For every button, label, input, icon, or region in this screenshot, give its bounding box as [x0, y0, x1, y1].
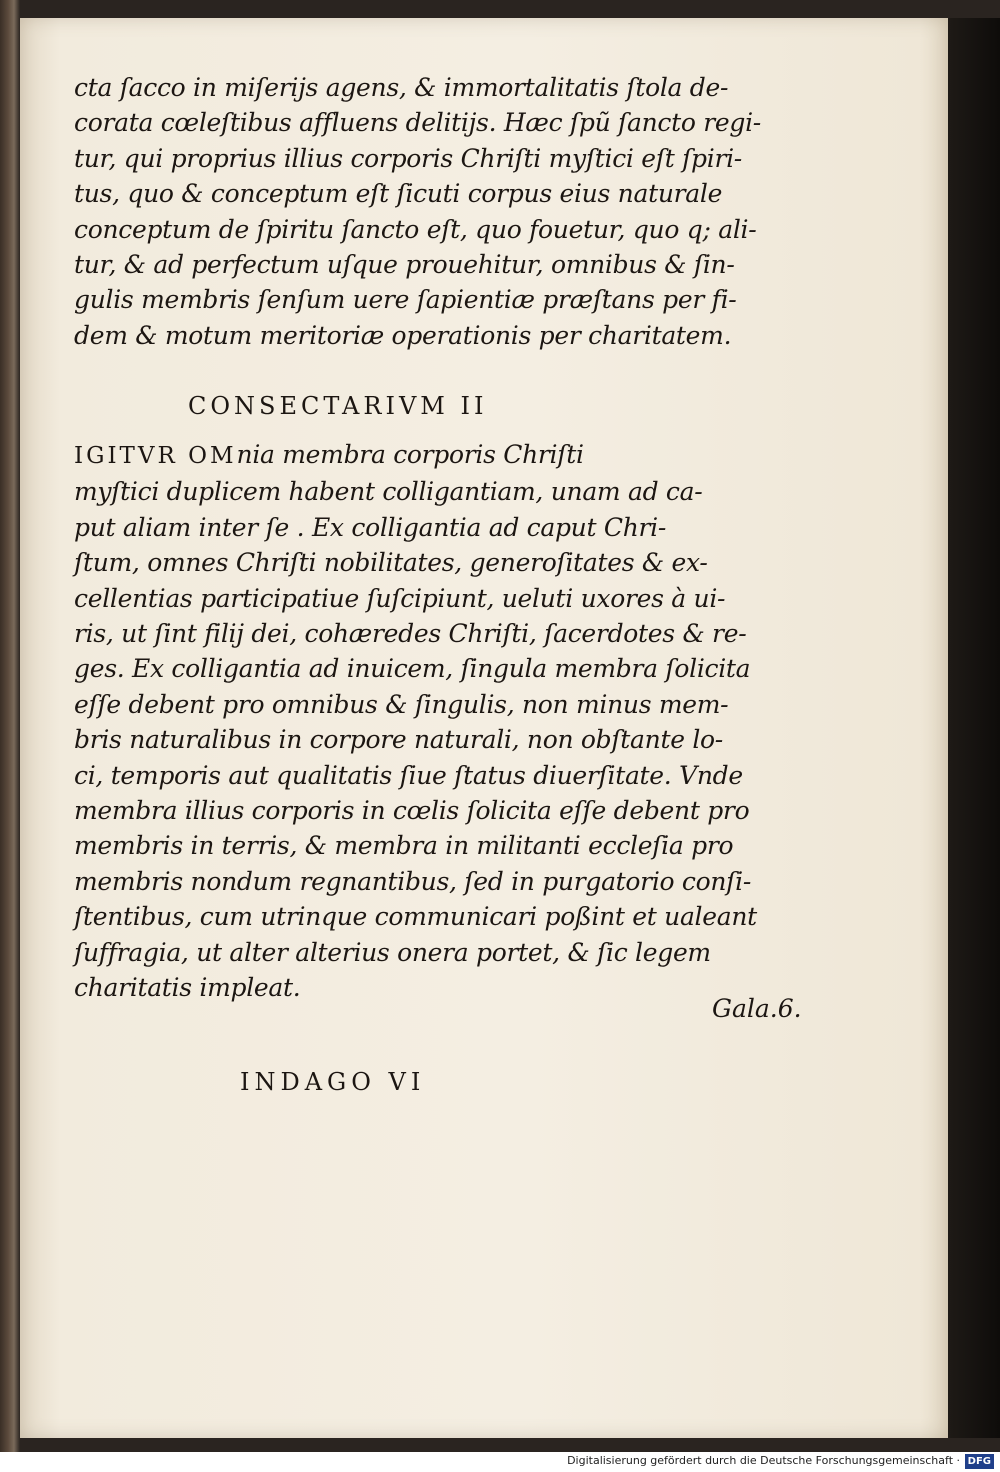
text-line: eſſe debent pro omnibus & ſingulis, non minus mem- [74, 689, 729, 719]
text-line: charitatis impleat. [74, 973, 301, 1003]
text-line: ſtentibus, cum utrinque communicari poßint et ualeant [74, 902, 757, 932]
text-line: dem & motum meritoriæ operationis per charitatem. [74, 320, 732, 350]
text-line: membris in terris, & membra in militanti eccleſia pro [74, 831, 734, 861]
text-line: cellentias participatiue ſuſcipiunt, ueluti uxores à ui- [74, 583, 726, 613]
text-line: ſuffragia, ut alter alterius onera portet, & ſic legem [74, 937, 711, 967]
text-line: myſtici duplicem habent colligantiam, unam ad ca- [74, 477, 703, 507]
text-line: tus, quo & conceptum eſt ſicuti corpus eius naturale [74, 179, 723, 209]
opening-line-rest: nia membra corporis Chriſti [236, 440, 584, 469]
text-line: ris, ut ſint filij dei, cohæredes Chriſti, ſacerdotes & re- [74, 619, 747, 649]
text-line: gulis membris ſenſum uere ſapientiæ præſtans per fi- [74, 285, 737, 315]
text-line: bris naturalibus in corpore naturali, non obſtante lo- [74, 725, 723, 755]
dfg-logo: DFG [965, 1454, 994, 1469]
text-line: ges. Ex colligantia ad inuicem, ſingula membra ſolicita [74, 654, 751, 684]
text-line: membra illius corporis in cœlis ſolicita eſſe debent pro [74, 796, 750, 826]
marginal-note: Gala.6. [712, 994, 802, 1023]
text-line: ci, temporis aut qualitatis ſiue ſtatus diuerſitate. Vnde [74, 760, 743, 790]
text-line: membris nondum regnantibus, ſed in purgatorio conſi- [74, 866, 751, 896]
text-line-first [74, 437, 757, 474]
paragraph-1 [74, 70, 761, 353]
text-line: ſtum, omnes Chriſti nobilitates, generoſitates & ex- [74, 548, 708, 578]
section-heading-consectarium: CONSECTARIVM II [188, 392, 488, 420]
page-edge-shadow [948, 18, 1000, 1438]
text-line: put aliam inter ſe . Ex colligantia ad caput Chri- [74, 512, 666, 542]
opening-word: IGITVR OM [74, 443, 237, 469]
section-heading-indago: INDAGO VI [240, 1068, 426, 1096]
text-line: tur, qui proprius illius corporis Chriſti myſtici eſt ſpiri- [74, 143, 742, 173]
footer-credit: Digitalisierung gefördert durch die Deutsche Forschungsgemeinschaft · [567, 1454, 960, 1467]
text-line: conceptum de ſpiritu ſancto eſt, quo fouetur, quo q; ali- [74, 214, 757, 244]
text-line: cta ſacco in miſerijs agens, & immortalitatis ſtola de- [74, 73, 729, 102]
text-line: tur, & ad perfectum uſque prouehitur, omnibus & ſin- [74, 250, 735, 280]
text-line: corata cœleſtibus affluens delitijs. Hæc ſpũ ſancto regi- [74, 108, 761, 138]
paragraph-2 [74, 437, 757, 1006]
